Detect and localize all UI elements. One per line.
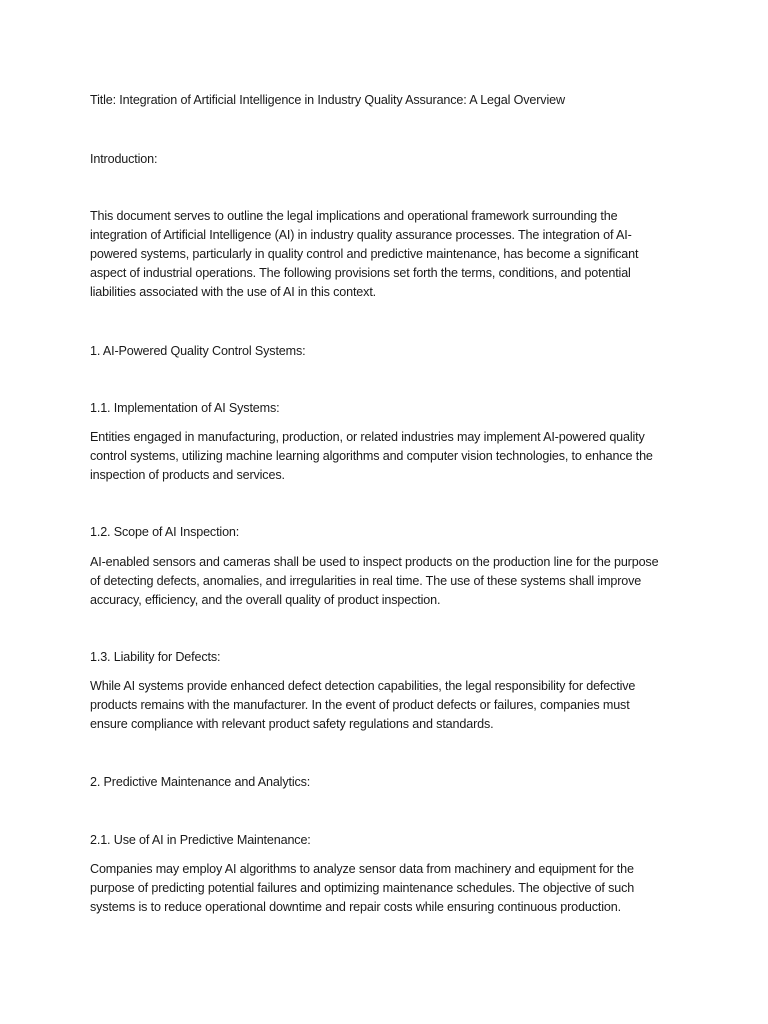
section-1-3-paragraph xyxy=(90,677,690,734)
paragraph-line: This document serves to outline the legal implications and operational framework surrounding the xyxy=(90,209,618,223)
paragraph-line: integration of Artificial Intelligence (AI) in industry quality assurance processes. The integration of AI- xyxy=(90,228,632,242)
paragraph-line: AI-enabled sensors and cameras shall be used to inspect products on the production line for the purpose xyxy=(90,555,659,569)
paragraph-line: inspection of products and services. xyxy=(90,468,285,482)
section-1-2-paragraph xyxy=(90,553,690,610)
section-1-heading: 1. AI-Powered Quality Control Systems: xyxy=(90,344,306,358)
paragraph-line: liabilities associated with the use of AI in this context. xyxy=(90,285,377,299)
introduction-paragraph xyxy=(90,207,690,302)
document-title: Title: Integration of Artificial Intelligence in Industry Quality Assurance: A Legal Overview xyxy=(90,93,565,107)
paragraph-line: While AI systems provide enhanced defect detection capabilities, the legal responsibility for defective xyxy=(90,679,636,693)
paragraph-line: accuracy, efficiency, and the overall quality of product inspection. xyxy=(90,593,441,607)
paragraph-line: ensure compliance with relevant product safety regulations and standards. xyxy=(90,717,494,731)
section-1-1-paragraph xyxy=(90,428,690,485)
paragraph-line: control systems, utilizing machine learning algorithms and computer vision technologies, to enhance the xyxy=(90,449,653,463)
paragraph-line: powered systems, particularly in quality control and predictive maintenance, has become a significant xyxy=(90,247,639,261)
section-2-1-heading: 2.1. Use of AI in Predictive Maintenance: xyxy=(90,833,311,847)
section-2-1-paragraph xyxy=(90,860,690,917)
paragraph-line: purpose of predicting potential failures and optimizing maintenance schedules. The objective of such xyxy=(90,881,635,895)
section-1-2-heading: 1.2. Scope of AI Inspection: xyxy=(90,525,240,539)
section-2-heading: 2. Predictive Maintenance and Analytics: xyxy=(90,775,311,789)
paragraph-line: systems is to reduce operational downtime and repair costs while ensuring continuous production. xyxy=(90,900,621,914)
paragraph-line: Entities engaged in manufacturing, production, or related industries may implement AI-powered quality xyxy=(90,430,645,444)
section-1-3-heading: 1.3. Liability for Defects: xyxy=(90,650,221,664)
section-1-1-heading: 1.1. Implementation of AI Systems: xyxy=(90,401,280,415)
paragraph-line: of detecting defects, anomalies, and irregularities in real time. The use of these systems shall improve xyxy=(90,574,642,588)
paragraph-line: products remains with the manufacturer. In the event of product defects or failures, companies must xyxy=(90,698,630,712)
paragraph-line: Companies may employ AI algorithms to analyze sensor data from machinery and equipment for the xyxy=(90,862,634,876)
paragraph-line: aspect of industrial operations. The following provisions set forth the terms, conditions, and potential xyxy=(90,266,631,280)
introduction-heading: Introduction: xyxy=(90,152,158,166)
